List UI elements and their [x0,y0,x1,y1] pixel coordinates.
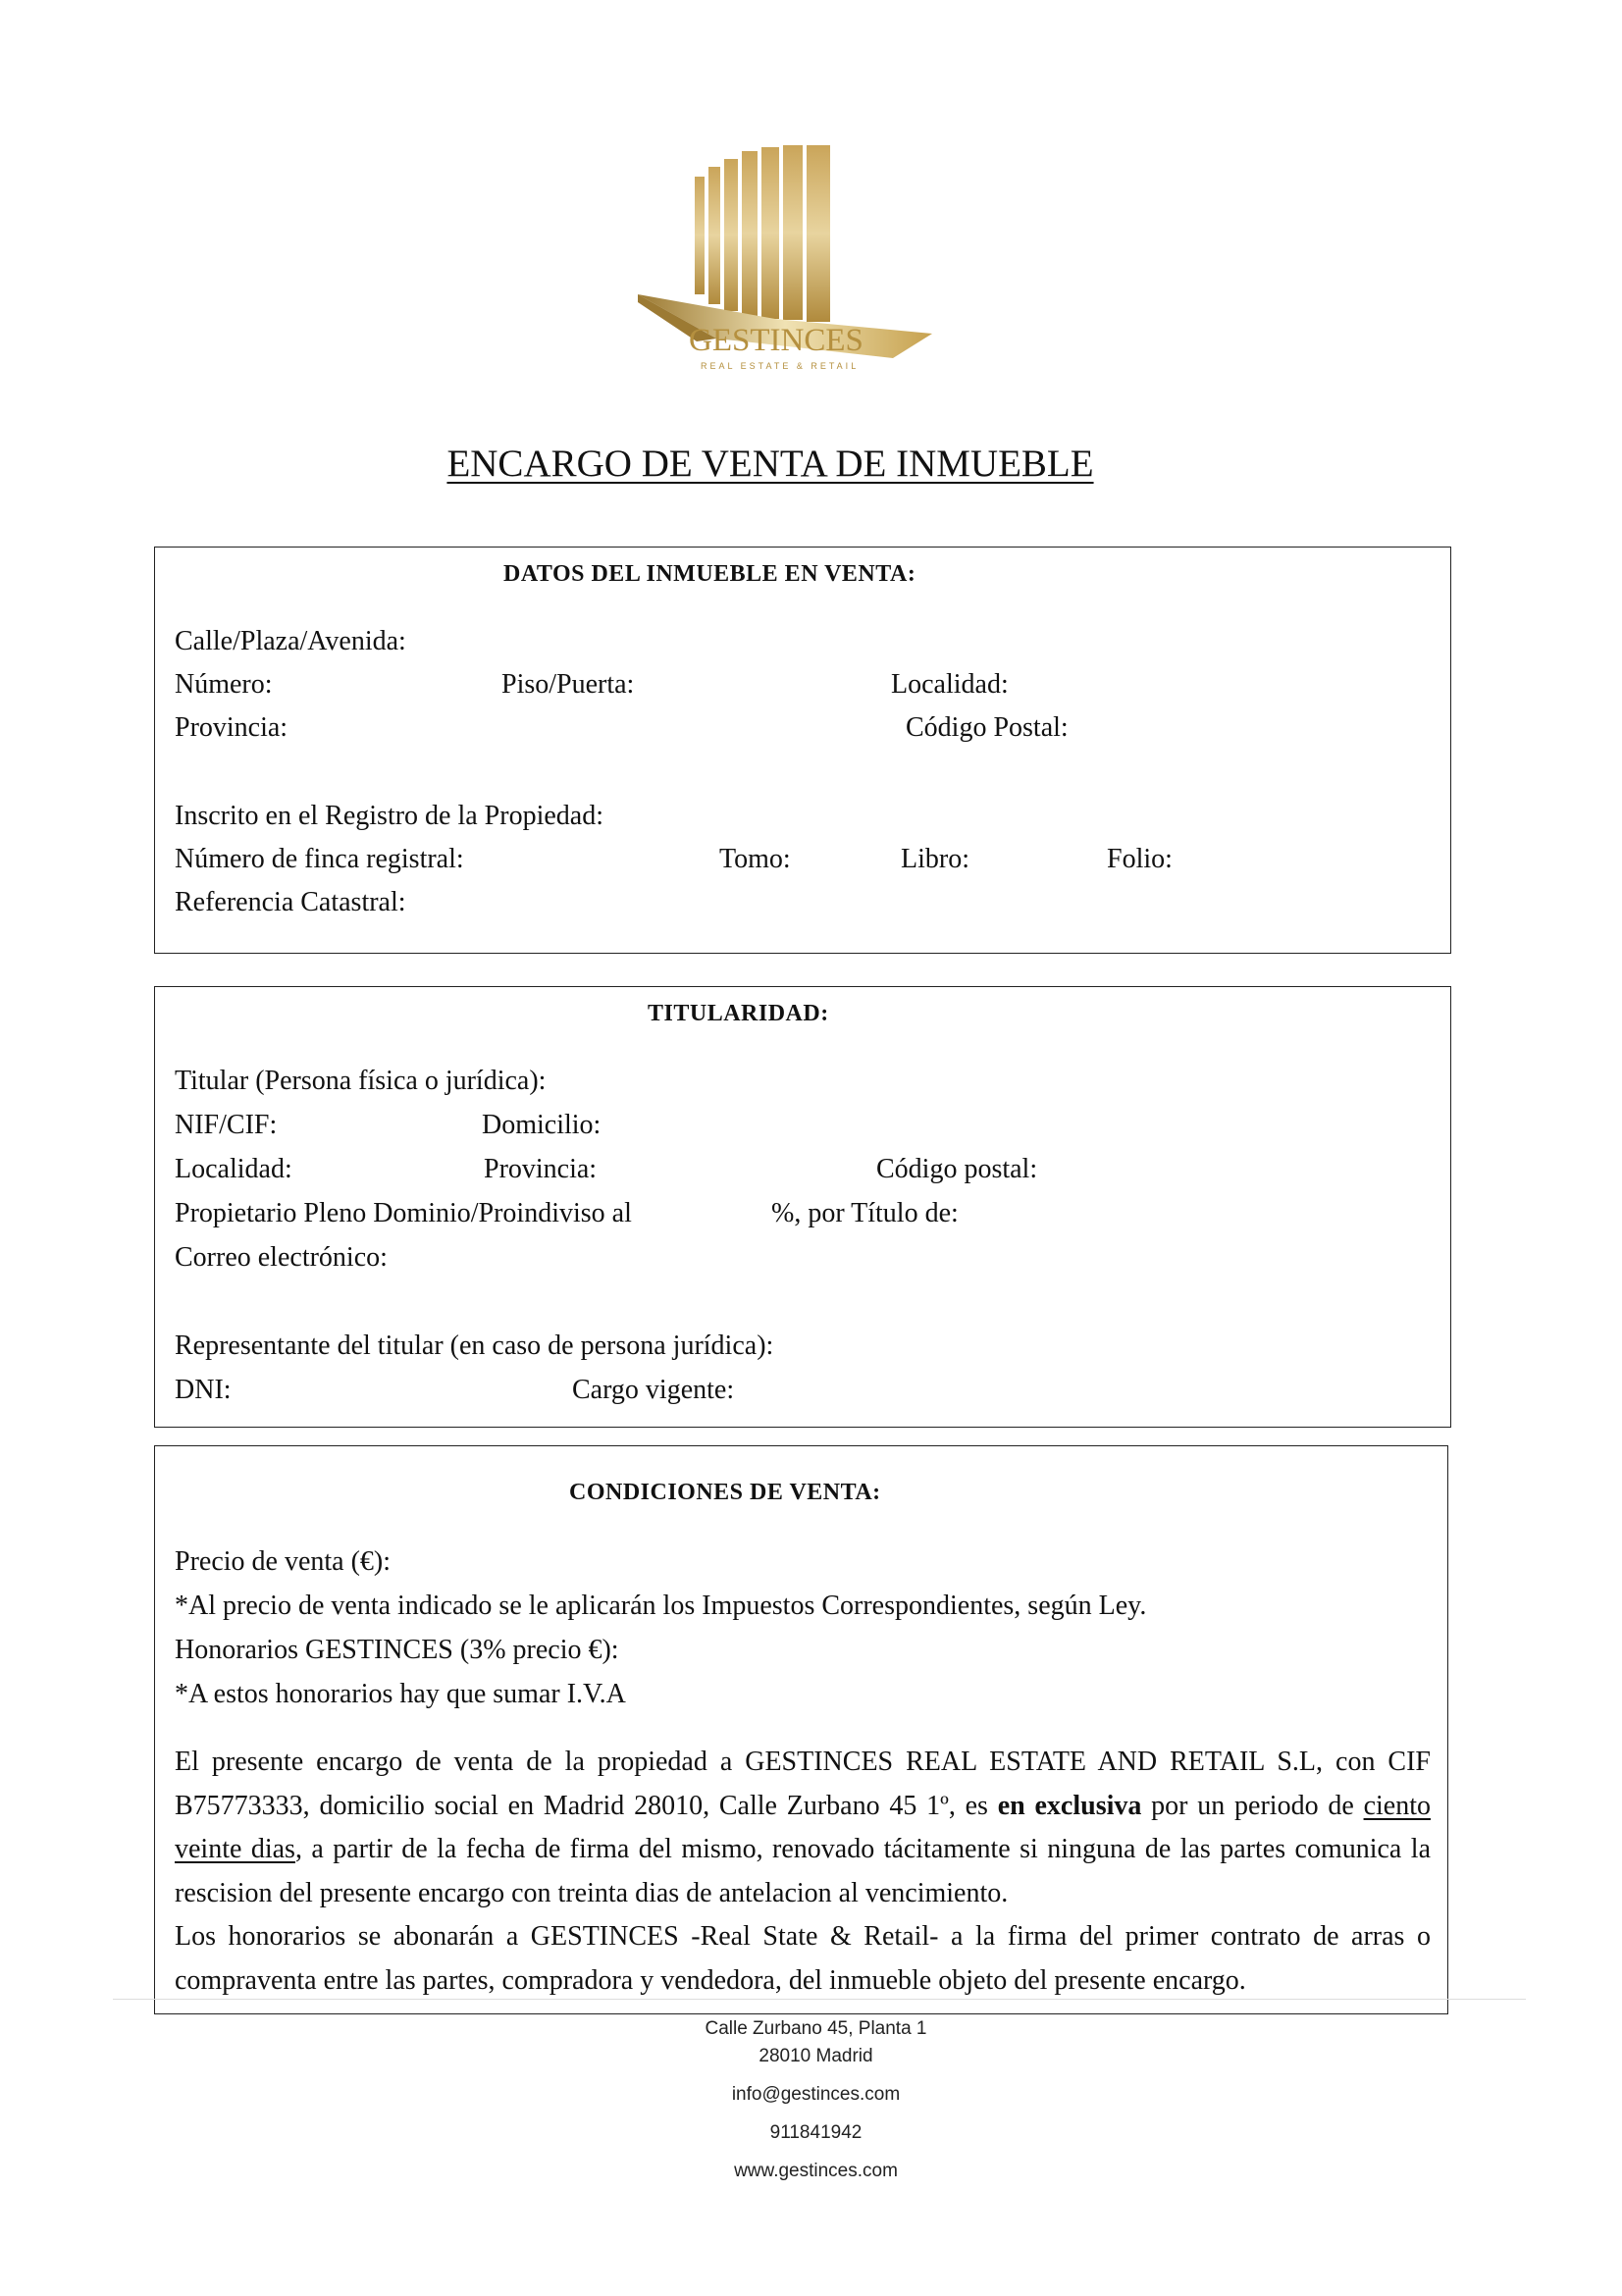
exclusivity-text-c: , a partir de la fecha de firma del mismo, renovado tácitamente si ninguna de las partes comunica la rescision del presente encargo con treinta dias de antelacion al vencimiento. [175,1834,1431,1908]
footer-address-2: 28010 Madrid [759,2046,873,2066]
footer-website: www.gestinces.com [734,2161,898,2181]
exclusivity-period: ciento veinte dias [175,1790,1431,1864]
email-label: Correo electrónico: [175,1242,388,1273]
owner-postal-code-label: Código postal: [876,1154,1038,1184]
dni-label: DNI: [175,1375,232,1405]
nif-label: NIF/CIF: [175,1110,278,1140]
property-section-heading: DATOS DEL INMUEBLE EN VENTA: [503,561,916,587]
fees-note: *A estos honorarios hay que sumar I.V.A [175,1679,626,1709]
province-label: Provincia: [175,712,288,743]
title-by-label: %, por Título de: [771,1198,959,1228]
fees-label: Honorarios GESTINCES (3% precio €): [175,1635,619,1665]
price-note: *Al precio de venta indicado se le aplicarán los Impuestos Correspondientes, según Ley. [175,1591,1147,1621]
footer-address-1: Calle Zurbano 45, Planta 1 [705,2018,927,2039]
footer-phone: 911841942 [769,2122,863,2143]
cadastral-label: Referencia Catastral: [175,887,406,917]
owner-province-label: Provincia: [484,1154,598,1184]
registry-label: Inscrito en el Registro de la Propiedad: [175,801,603,831]
property-data-section [154,547,1451,954]
holder-label: Titular (Persona física o jurídica): [175,1066,547,1096]
logo-brand-text: GESTINCES [689,323,863,358]
footer-divider [113,1999,1526,2000]
owner-locality-label: Localidad: [175,1154,292,1184]
tome-label: Tomo: [719,844,791,874]
postal-code-label: Código Postal: [906,712,1069,743]
exclusivity-paragraph [175,1741,1431,1915]
registry-number-label: Número de finca registral: [175,844,464,874]
fees-payment-paragraph: Los honorarios se abonarán a GESTINCES -Real State & Retail- a la firma del primer contrato de arras o compraventa entre las partes, compradora y vendedora, del inmueble objeto del presente encargo. [175,1921,1431,1996]
conditions-section-heading: CONDICIONES DE VENTA: [569,1480,881,1505]
company-logo [638,137,952,383]
floor-door-label: Piso/Puerta: [501,669,635,700]
folio-label: Folio: [1107,844,1173,874]
owner-share-label: Propietario Pleno Dominio/Proindiviso al [175,1198,632,1228]
position-label: Cargo vigente: [572,1375,735,1405]
gestinces-logo-icon [638,137,952,383]
logo-tagline-text: REAL ESTATE & RETAIL [701,361,860,371]
book-label: Libro: [901,844,969,874]
ownership-section [154,986,1451,1428]
exclusivity-bold: en exclusiva [997,1790,1142,1821]
document-title: ENCARGO DE VENTA DE INMUEBLE [446,443,1094,485]
exclusivity-text-a: El presente encargo de venta de la propiedad a GESTINCES REAL ESTATE AND RETAIL S.L, con CIF B75773333, domicilio social en Madrid 28010, Calle Zurbano 45 1º, es [175,1747,1431,1821]
sale-conditions-section [154,1445,1448,2014]
ownership-section-heading: TITULARIDAD: [648,1001,829,1026]
exclusivity-text-b: por un periodo de [1141,1790,1364,1821]
footer-email: info@gestinces.com [731,2084,901,2105]
representative-label: Representante del titular (en caso de persona jurídica): [175,1331,774,1361]
price-label: Precio de venta (€): [175,1546,392,1577]
number-label: Número: [175,669,273,700]
locality-label: Localidad: [891,669,1009,700]
address-label: Domicilio: [482,1110,602,1140]
street-label: Calle/Plaza/Avenida: [175,626,406,656]
